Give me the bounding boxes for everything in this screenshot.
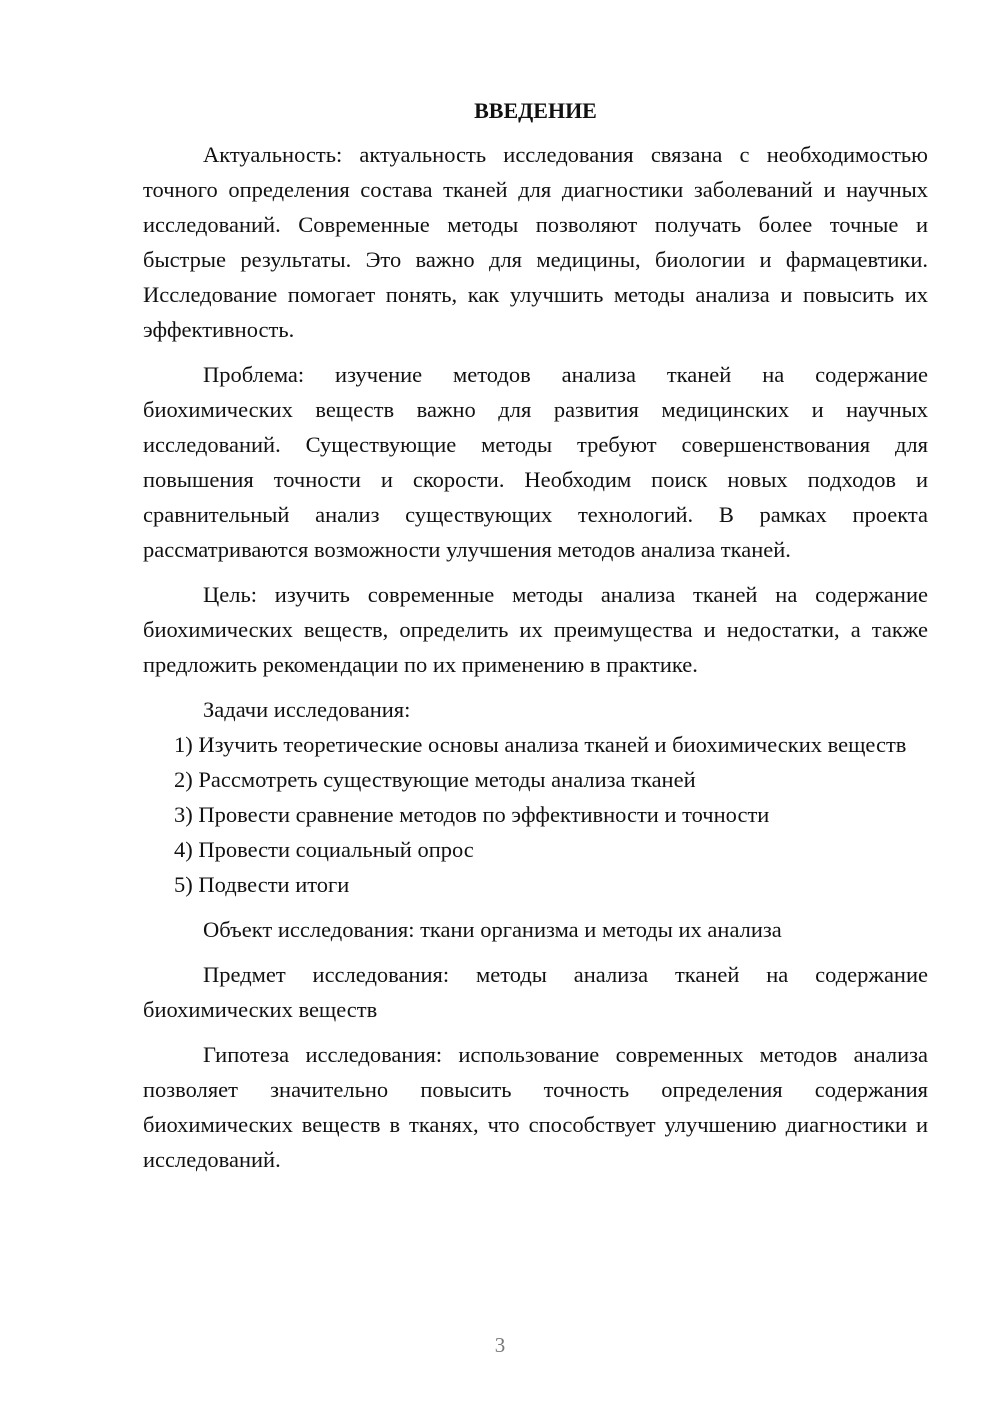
relevance-paragraph: Актуальность: актуальность исследования связана с необходимостью точного определения состава тканей для диагностики заболеваний и научных исследований. Современные методы позволяют получать более точные и быстрые результаты. Это важно для медицины, биологии и фармацевтики. Исследование помогает понять, как улучшить методы анализа и повысить их эффективность.: [143, 142, 928, 342]
task-item-3: 3) Провести сравнение методов по эффективности и точности: [174, 802, 770, 827]
hypothesis-paragraph: Гипотеза исследования: использование современных методов анализа позволяет значительно повысить точность определения содержания биохимических веществ в тканях, что способствует улучшению диагностики и исследований.: [143, 1042, 928, 1172]
task-item-2: 2) Рассмотреть существующие методы анализа тканей: [174, 767, 696, 792]
page-number: 3: [494, 1333, 506, 1357]
tasks-title: Задачи исследования:: [203, 697, 411, 722]
subject-paragraph: Предмет исследования: методы анализа тканей на содержание биохимических веществ: [143, 962, 928, 1022]
task-item-1: 1) Изучить теоретические основы анализа тканей и биохимических веществ: [174, 732, 907, 757]
section-heading: ВВЕДЕНИЕ: [474, 98, 597, 123]
task-item-5: 5) Подвести итоги: [174, 872, 350, 897]
task-item-4: 4) Провести социальный опрос: [174, 837, 474, 862]
problem-paragraph: Проблема: изучение методов анализа тканей на содержание биохимических веществ важно для развития медицинских и научных исследований. Существующие методы требуют совершенствования для повышения точности и скорости. Необходим поиск новых подходов и сравнительный анализ существующих технологий. В рамках проекта рассматриваются возможности улучшения методов анализа тканей.: [143, 362, 928, 562]
object-paragraph: Объект исследования: ткани организма и методы их анализа: [203, 917, 782, 942]
goal-paragraph: Цель: изучить современные методы анализа тканей на содержание биохимических веществ, определить их преимущества и недостатки, а также предложить рекомендации по их применению в практике.: [143, 582, 928, 677]
page-content: [143, 96, 928, 1177]
